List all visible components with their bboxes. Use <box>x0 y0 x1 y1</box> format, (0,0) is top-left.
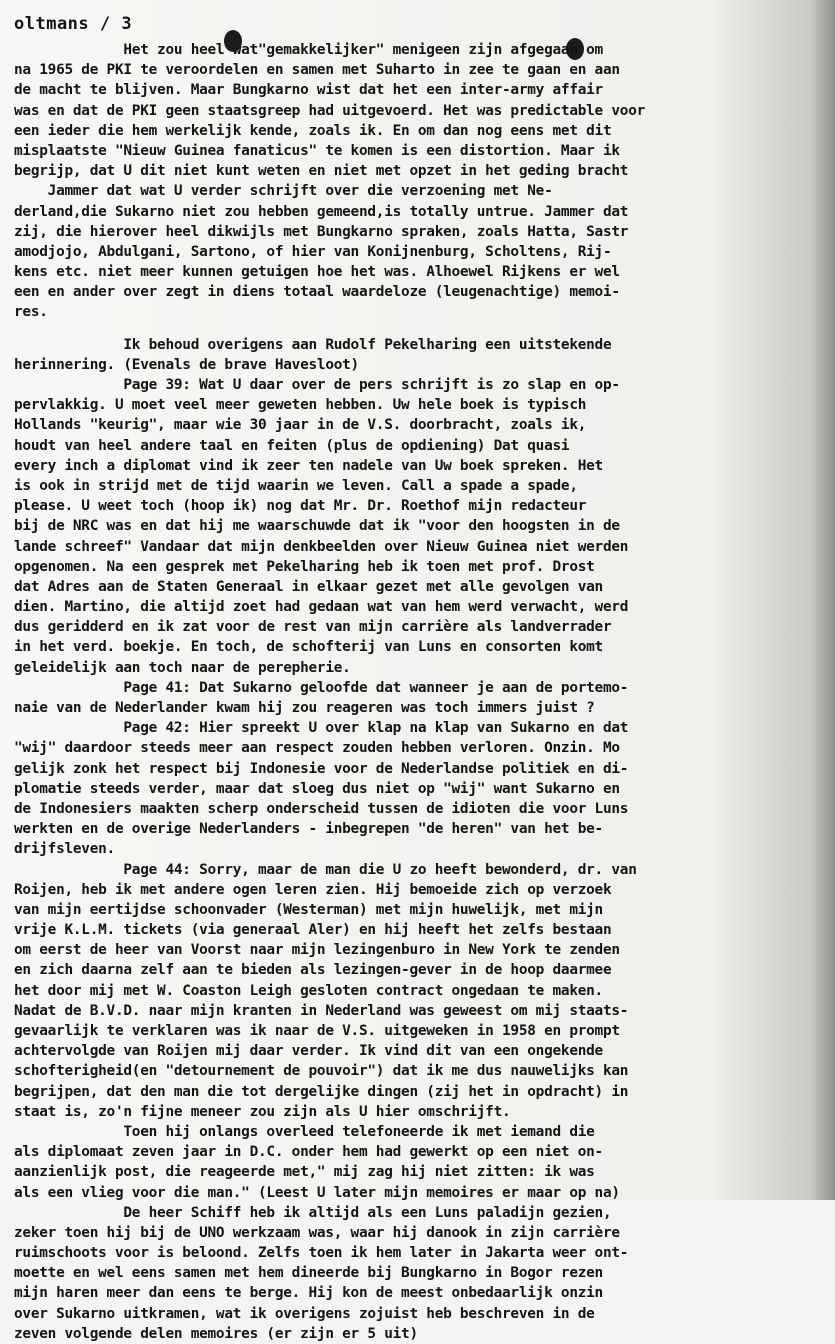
text-line: achtervolgde van Roijen mij daar verder. Ik vind dit van een ongekende <box>14 1043 603 1060</box>
text-line: Het zou heel wat"gemakkelijker" menigeen zijn afgegaan om <box>14 42 603 58</box>
text-line: mijn haren meer dan eens te berge. Hij kon de meest onbedaarlijk onzin <box>14 1285 603 1302</box>
text-line: pervlakkig. U moet veel meer geweten hebben. Uw hele boek is typisch <box>14 397 587 414</box>
text-line: geleidelijk aan toch naar de perepherie. <box>14 659 351 676</box>
text-line: en zich daarna zelf aan te bieden als lezingen-gever in de hoop daarmee <box>14 962 612 979</box>
text-line: begrijp, dat U dit niet kunt weten en niet met opzet in het geding bracht <box>14 163 629 180</box>
text-line: zeven volgende delen memoires (er zijn er 5 uit) <box>14 1325 418 1342</box>
text-line: Page 42: Hier spreekt U over klap na klap van Sukarno en dat <box>14 720 629 737</box>
text-line: een en ander over zegt in diens totaal waardeloze (leugenachtige) memoi- <box>14 284 620 301</box>
text-line: drijfsleven. <box>14 841 115 858</box>
text-line: derland,die Sukarno niet zou hebben gemeend,is totally untrue. Jammer dat <box>14 203 629 220</box>
text-line: dat Adres aan de Staten Generaal in elkaar gezet met alle gevolgen van <box>14 578 603 595</box>
text-line: houdt van heel andere taal en feiten (plus de opdiening) Dat quasi <box>14 437 570 454</box>
text-line: Page 39: Wat U daar over de pers schrijft is zo slap en op- <box>14 377 620 393</box>
text-line: gevaarlijk te verklaren was ik naar de V.S. uitgeweken in 1958 en prompt <box>14 1023 620 1039</box>
text-line: plomatie steeds verder, maar dat sloeg dus niet op "wij" want Sukarno en <box>14 780 620 797</box>
text-line: de macht te blijven. Maar Bungkarno wist dat het een inter-army affair <box>14 82 603 99</box>
text-line <box>14 323 804 335</box>
text-line: naie van de Nederlander kwam hij zou reageren was toch immers juist ? <box>14 700 595 716</box>
text-line: De heer Schiff heb ik altijd als een Luns paladijn gezien, <box>14 1204 612 1221</box>
text-line: over Sukarno uitkramen, wat ik overigens zojuist heb beschreven in de <box>14 1305 595 1322</box>
text-line: misplaatste "Nieuw Guinea fanaticus" te komen is een distortion. Maar ik <box>14 142 620 159</box>
text-line: vrije K.L.M. tickets (via generaal Aler) en hij heeft het zelfs bestaan <box>14 922 612 939</box>
text-line: om eerst de heer van Voorst naar mijn lezingenburo in New York te zenden <box>14 942 620 959</box>
text-line: kens etc. niet meer kunnen getuigen hoe het was. Alhoewel Rijkens er wel <box>14 264 620 281</box>
text-line: als een vlieg voor die man." (Leest U later mijn memoires er maar op na) <box>14 1184 620 1201</box>
text-line: werkten en de overige Nederlanders - inbegrepen "de heren" van het be- <box>14 821 603 838</box>
text-line: het door mij met W. Coaston Leigh gesloten contract ongedaan te maken. <box>14 982 603 999</box>
text-line: Page 41: Dat Sukarno geloofde dat wanneer je aan de portemo- <box>14 679 629 696</box>
text-line: staat is, zo'n fijne meneer zou zijn als U hier omschrijft. <box>14 1103 511 1120</box>
text-line: ruimschoots voor is beloond. Zelfs toen ik hem later in Jakarta weer ont- <box>14 1245 629 1262</box>
text-line: Hollands "keurig", maar wie 30 jaar in de V.S. doorbracht, zoals ik, <box>14 417 587 434</box>
text-line: zeker toen hij bij de UNO werkzaam was, waar hij danook in zijn carrière <box>14 1224 620 1241</box>
text-line: van mijn eertijdse schoonvader (Westerman) met mijn huwelijk, met mijn <box>14 901 603 918</box>
text-line: Nadat de B.V.D. naar mijn kranten in Nederland was geweest om mij staats- <box>14 1002 629 1019</box>
text-line: dien. Martino, die altijd zoet had gedaan wat van hem werd verwacht, werd <box>14 599 629 616</box>
text-line: zij, die hierover heel dikwijls met Bungkarno spraken, zoals Hatta, Sastr <box>14 223 629 240</box>
text-line: every inch a diplomat vind ik zeer ten nadele van Uw boek spreken. Het <box>14 457 603 474</box>
text-line: moette en wel eens samen met hem dineerde bij Bungkarno in Bogor rezen <box>14 1265 603 1282</box>
text-line: in het verd. boekje. En toch, de schofterij van Luns en consorten komt <box>14 639 603 656</box>
text-line: herinnering. (Evenals de brave Havesloot) <box>14 356 359 373</box>
text-line: aanzienlijk post, die reageerde met," mij zag hij niet zitten: ik was <box>14 1164 595 1181</box>
text-line: gelijk zonk het respect bij Indonesie voor de Nederlandse politiek en di- <box>14 760 629 777</box>
text-line: dus geridderd en ik zat voor de rest van mijn carrière als landverrader <box>14 619 612 636</box>
text-line: als diplomaat zeven jaar in D.C. onder hem had gewerkt op een niet on- <box>14 1144 603 1161</box>
text-line: res. <box>14 304 48 321</box>
letter-body <box>14 40 804 1344</box>
text-line: een ieder die hem werkelijk kende, zoals ik. En om dan nog eens met dit <box>14 122 612 139</box>
text-line: Roijen, heb ik met andere ogen leren zien. Hij bemoeide zich op verzoek <box>14 881 612 898</box>
text-line: was en dat de PKI geen staatsgreep had uitgevoerd. Het was predictable voor <box>14 102 646 119</box>
text-line: Ik behoud overigens aan Rudolf Pekelharing een uitstekende <box>14 336 612 353</box>
text-line: opgenomen. Na een gesprek met Pekelharing heb ik toen met prof. Drost <box>14 558 595 575</box>
text-line: lande schreef" Vandaar dat mijn denkbeelden over Nieuw Guinea niet werden <box>14 538 629 555</box>
text-line: "wij" daardoor steeds meer aan respect zouden hebben verloren. Onzin. Mo <box>14 740 620 757</box>
text-line: begrijpen, dat den man die tot dergelijke dingen (zij het in opdracht) in <box>14 1083 629 1100</box>
text-line: de Indonesiers maakten scherp onderscheid tussen de idioten die voor Luns <box>14 800 629 817</box>
text-line: schofterigheid(en "detournement de pouvoir") dat ik me dus nauwelijks kan <box>14 1063 629 1080</box>
text-line: amodjojo, Abdulgani, Sartono, of hier van Konijnenburg, Scholtens, Rij- <box>14 243 612 260</box>
text-line: Jammer dat wat U verder schrijft over die verzoening met Ne- <box>14 183 553 200</box>
text-line: is ook in strijd met de tijd waarin we leven. Call a spade a spade, <box>14 477 578 494</box>
text-line: na 1965 de PKI te veroordelen en samen met Suharto in zee te gaan en aan <box>14 62 620 79</box>
text-line: Toen hij onlangs overleed telefoneerde ik met iemand die <box>14 1123 595 1140</box>
text-line: bij de NRC was en dat hij me waarschuwde dat ik "voor den hoogsten in de <box>14 518 620 535</box>
page-header: oltmans / 3 <box>14 14 133 34</box>
text-line: please. U weet toch (hoop ik) nog dat Mr. Dr. Roethof mijn redacteur <box>14 498 587 515</box>
text-line: Page 44: Sorry, maar de man die U zo heeft bewonderd, dr. van <box>14 861 637 878</box>
